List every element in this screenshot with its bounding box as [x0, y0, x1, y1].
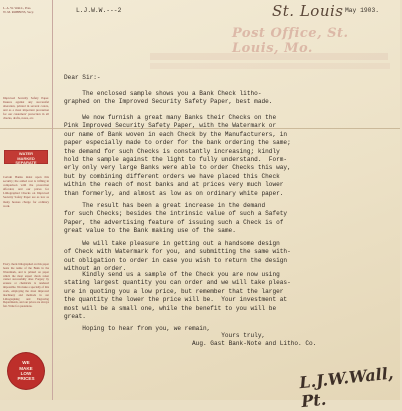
reference-code: L.J.W.W.---2 [76, 7, 122, 14]
body-paragraph: The result has been a great increase in the demand for such Checks; besides the intrinsic value of such a Safety Paper, the advertising feature of issuing such a Check is of great value to the Bank making use of the same. [64, 202, 288, 235]
closing-block: Yours truly, Aug. Gast Bank-Note and Litho. Co. [192, 332, 317, 348]
sidebar-paragraph: Certain Banks insist upon this security; the added cost is trifling in comparison with the protection afforded, and our prices for Lithographed Checks on Improved Security Safety Paper are as low as many houses charge for ordinary work. [3, 175, 49, 208]
watermark-seal [4, 150, 48, 164]
officer-line: L. A. W. WALL, Pres. [3, 6, 32, 10]
seal-line: SEPARATE [15, 160, 37, 166]
postmark-watermark: Post Office, St. Louis, Mo. [232, 26, 349, 56]
body-paragraph: We will take pleasure in getting out a handsome design of Check with Watermark for you, and submitting the same with- out obligation to order in case you wish to return the design without an order. [64, 240, 291, 273]
city-heading: St. Louis [272, 2, 344, 20]
badge-line: PRICES [17, 376, 35, 382]
body-paragraph: The enclosed sample shows you a Bank Check litho- graphed on the Improved Security Safety Paper, best made. [64, 90, 273, 106]
body-paragraph: We now furnish a great many Banks their Checks on the Pink Improved Security Safety Paper, with the Watermark or our name of Bank woven in each Check by the Manufacturers, in paper especially made to order for the bank ordering the same; the demand for such Checks is constantly increasing; kindly hold the sample against the light to fully understand. Form- erly only very large Banks were able to order Checks this way, but by combining different orders we have placed this Check within the reach of most banks and at prices very much lower than formerly, and almost as low as on ordinary white paper. [64, 114, 291, 197]
badge-line: MAKE [19, 365, 33, 371]
seal-line: WATER [18, 151, 34, 156]
watermark-band [150, 63, 390, 69]
badge-line: WE [22, 360, 30, 366]
body-paragraph: Hoping to hear from you, we remain, [64, 325, 211, 332]
salutation: Dear Sir:- [64, 74, 101, 81]
sidebar-paragraph: Every check lithographed on this paper bears the name of the Bank in the Watermark, and is printed on paper which the most expert check raiser cannot successfully alter. Forgery by erasure or chemicals is rendered impossible. We make a specialty of this work, employing the most improved machinery and methods in our Lithographing and Engraving Departments, and our prices are always fair. Write for quotations. [3, 262, 49, 309]
sidebar-officers [3, 6, 49, 14]
watermark-band [150, 53, 388, 60]
handwritten-signature: L.J.W.Wall, Pt. [298, 363, 395, 411]
body-paragraph: Kindly send us a sample of the Check you are now using stating largest quantity you can order and we will take pleas- ure in quoting you a low price, but remember that the larger the quantity the lower the price will be. Your investment at most will be a small one, while the benefit to you will be great. [64, 271, 291, 321]
letter-date: May 1903. [345, 7, 380, 14]
officer-line: W. M. ROBBINS, Secy. [3, 10, 34, 15]
sidebar-advertisement [0, 0, 53, 400]
seal-line: MARKED [17, 155, 35, 161]
low-prices-badge [8, 353, 44, 389]
sidebar-paragraph: Improved Security Safety Paper. Insures against any successful alteration, printed in several colors, and as a most important precaution for our customers' protection in all checks, drafts, notes, etc. [3, 96, 49, 121]
badge-line: LOW [20, 371, 32, 376]
